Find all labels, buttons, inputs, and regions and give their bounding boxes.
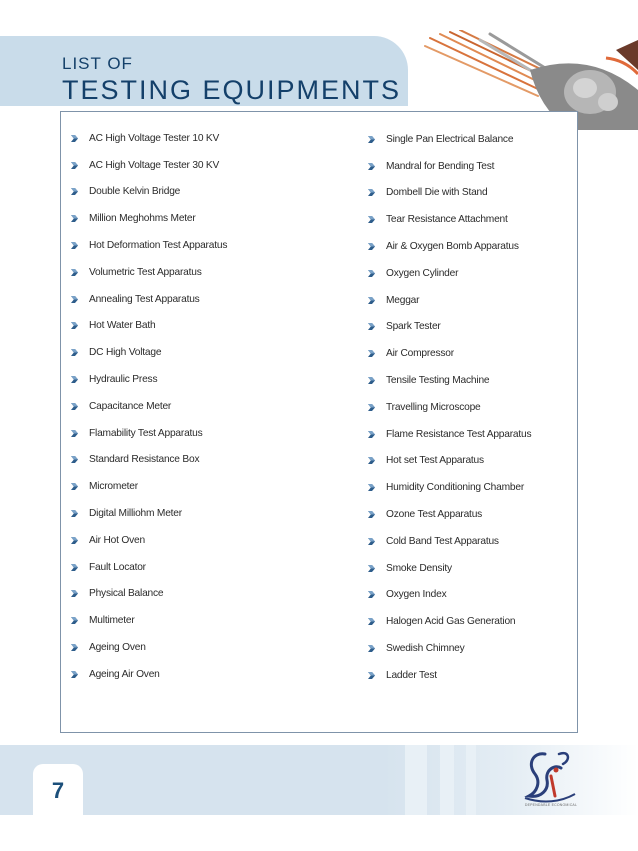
equipment-list-item: [70, 500, 227, 527]
equipment-name: Ageing Air Oven: [89, 668, 160, 680]
arrow-bullet-icon: [367, 403, 376, 412]
footer-stripe: [405, 745, 427, 815]
arrow-bullet-icon: [367, 671, 376, 680]
equipment-list-item: [70, 232, 227, 259]
equipment-name: Meggar: [386, 294, 420, 306]
equipment-name: Travelling Microscope: [386, 401, 481, 413]
arrow-bullet-icon: [367, 322, 376, 331]
arrow-bullet-icon: [70, 536, 79, 545]
arrow-bullet-icon: [70, 616, 79, 625]
equipment-list-item: [367, 421, 531, 448]
equipment-list-item: [70, 420, 227, 447]
equipment-list-item: [367, 287, 531, 314]
equipment-name: DC High Voltage: [89, 347, 162, 359]
equipment-list-item: [367, 367, 531, 394]
logo-caption: DEPENDABLE ECONOMICAL: [524, 803, 578, 807]
title-line-1: LIST OF: [62, 54, 133, 73]
arrow-bullet-icon: [367, 296, 376, 305]
equipment-list-item: [367, 260, 531, 287]
equipment-list-item: [367, 501, 531, 528]
arrow-bullet-icon: [367, 430, 376, 439]
equipment-name: Mandral for Bending Test: [386, 160, 495, 172]
equipment-name: Oxygen Cylinder: [386, 267, 459, 279]
equipment-list-item: [70, 313, 227, 340]
equipment-name: Flame Resistance Test Apparatus: [386, 428, 532, 440]
arrow-bullet-icon: [367, 590, 376, 599]
equipment-list-item: [70, 152, 227, 179]
arrow-bullet-icon: [367, 483, 376, 492]
arrow-bullet-icon: [70, 241, 79, 250]
equipment-list-item: [70, 259, 227, 286]
equipment-list-item: [70, 179, 227, 206]
equipment-name: Smoke Density: [386, 562, 452, 574]
equipment-list-item: [367, 608, 531, 635]
arrow-bullet-icon: [70, 643, 79, 652]
title-line-2: TESTING EQUIPMENTS: [62, 75, 402, 105]
arrow-bullet-icon: [367, 188, 376, 197]
equipment-list-item: [70, 339, 227, 366]
arrow-bullet-icon: [367, 215, 376, 224]
equipment-list-item: [70, 661, 227, 688]
equipment-list-item: [367, 528, 531, 555]
equipment-list-item: [367, 582, 531, 609]
equipment-name: Capacitance Meter: [89, 400, 172, 412]
arrow-bullet-icon: [70, 455, 79, 464]
arrow-bullet-icon: [367, 349, 376, 358]
arrow-bullet-icon: [70, 295, 79, 304]
equipment-list-item: [367, 314, 531, 341]
equipment-name: Ageing Oven: [89, 642, 146, 654]
equipment-list-item: [367, 233, 531, 260]
arrow-bullet-icon: [70, 268, 79, 277]
equipment-name: Annealing Test Apparatus: [89, 293, 200, 305]
equipment-list-item: [367, 394, 531, 421]
footer-stripe: [466, 745, 476, 815]
equipment-name: Humidity Conditioning Chamber: [386, 482, 525, 494]
equipment-list-item: [367, 555, 531, 582]
equipment-name: Tear Resistance Attachment: [386, 214, 508, 226]
equipment-name: Dombell Die with Stand: [386, 187, 488, 199]
arrow-bullet-icon: [70, 670, 79, 679]
company-logo-icon: [515, 746, 585, 806]
equipment-name: Tensile Testing Machine: [386, 375, 490, 387]
equipment-list-item: [367, 662, 531, 689]
arrow-bullet-icon: [70, 509, 79, 518]
equipment-name: Million Meghohms Meter: [89, 213, 196, 225]
equipment-column-left: [70, 125, 227, 688]
arrow-bullet-icon: [70, 187, 79, 196]
arrow-bullet-icon: [70, 321, 79, 330]
equipment-name: Spark Tester: [386, 321, 441, 333]
arrow-bullet-icon: [367, 242, 376, 251]
equipment-name: Halogen Acid Gas Generation: [386, 616, 516, 628]
equipment-list-item: [367, 474, 531, 501]
equipment-name: Air Compressor: [386, 348, 454, 360]
equipment-list-item: [70, 205, 227, 232]
equipment-list-item: [367, 448, 531, 475]
equipment-list-item: [70, 125, 227, 152]
equipment-list-item: [367, 153, 531, 180]
arrow-bullet-icon: [367, 510, 376, 519]
equipment-name: Volumetric Test Apparatus: [89, 266, 202, 278]
equipment-list-item: [70, 447, 227, 474]
equipment-name: Cold Band Test Apparatus: [386, 535, 499, 547]
arrow-bullet-icon: [367, 162, 376, 171]
equipment-name: Double Kelvin Bridge: [89, 186, 181, 198]
equipment-list-box: [60, 111, 578, 733]
arrow-bullet-icon: [367, 135, 376, 144]
equipment-name: Digital Milliohm Meter: [89, 508, 182, 520]
equipment-name: Standard Resistance Box: [89, 454, 200, 466]
equipment-name: Ladder Test: [386, 669, 437, 681]
equipment-list-item: [70, 607, 227, 634]
arrow-bullet-icon: [367, 269, 376, 278]
equipment-name: Single Pan Electrical Balance: [386, 133, 514, 145]
equipment-list-item: [70, 286, 227, 313]
equipment-name: Ozone Test Apparatus: [386, 509, 483, 521]
arrow-bullet-icon: [367, 644, 376, 653]
footer-stripe: [440, 745, 454, 815]
equipment-list-item: [70, 634, 227, 661]
equipment-name: Air & Oxygen Bomb Apparatus: [386, 241, 519, 253]
arrow-bullet-icon: [70, 134, 79, 143]
equipment-name: Hydraulic Press: [89, 374, 158, 386]
arrow-bullet-icon: [367, 456, 376, 465]
arrow-bullet-icon: [70, 589, 79, 598]
arrow-bullet-icon: [367, 537, 376, 546]
equipment-list-item: [367, 180, 531, 207]
equipment-list-item: [70, 473, 227, 500]
arrow-bullet-icon: [70, 429, 79, 438]
arrow-bullet-icon: [70, 161, 79, 170]
equipment-name: Oxygen Index: [386, 589, 447, 601]
arrow-bullet-icon: [70, 214, 79, 223]
equipment-name: Hot Deformation Test Apparatus: [89, 240, 228, 252]
arrow-bullet-icon: [367, 564, 376, 573]
equipment-list-item: [70, 554, 227, 581]
equipment-list-item: [367, 340, 531, 367]
equipment-name: Multimeter: [89, 615, 135, 627]
arrow-bullet-icon: [70, 402, 79, 411]
arrow-bullet-icon: [70, 348, 79, 357]
equipment-name: AC High Voltage Tester 30 KV: [89, 159, 220, 171]
arrow-bullet-icon: [70, 482, 79, 491]
arrow-bullet-icon: [367, 376, 376, 385]
equipment-name: AC High Voltage Tester 10 KV: [89, 132, 220, 144]
equipment-name: Hot set Test Apparatus: [386, 455, 484, 467]
equipment-name: Air Hot Oven: [89, 534, 145, 546]
equipment-list-item: [367, 126, 531, 153]
equipment-name: Physical Balance: [89, 588, 164, 600]
equipment-column-right: [367, 126, 531, 689]
equipment-list-item: [367, 635, 531, 662]
equipment-list-item: [70, 393, 227, 420]
arrow-bullet-icon: [70, 563, 79, 572]
equipment-name: Swedish Chimney: [386, 643, 465, 655]
equipment-list-item: [70, 366, 227, 393]
equipment-name: Fault Locator: [89, 561, 146, 573]
arrow-bullet-icon: [70, 375, 79, 384]
page-number: 7: [51, 778, 65, 803]
equipment-list-item: [367, 206, 531, 233]
equipment-name: Hot Water Bath: [89, 320, 156, 332]
arrow-bullet-icon: [367, 617, 376, 626]
equipment-name: Flamability Test Apparatus: [89, 427, 203, 439]
equipment-list-item: [70, 527, 227, 554]
equipment-list-item: [70, 581, 227, 608]
equipment-name: Micrometer: [89, 481, 138, 493]
